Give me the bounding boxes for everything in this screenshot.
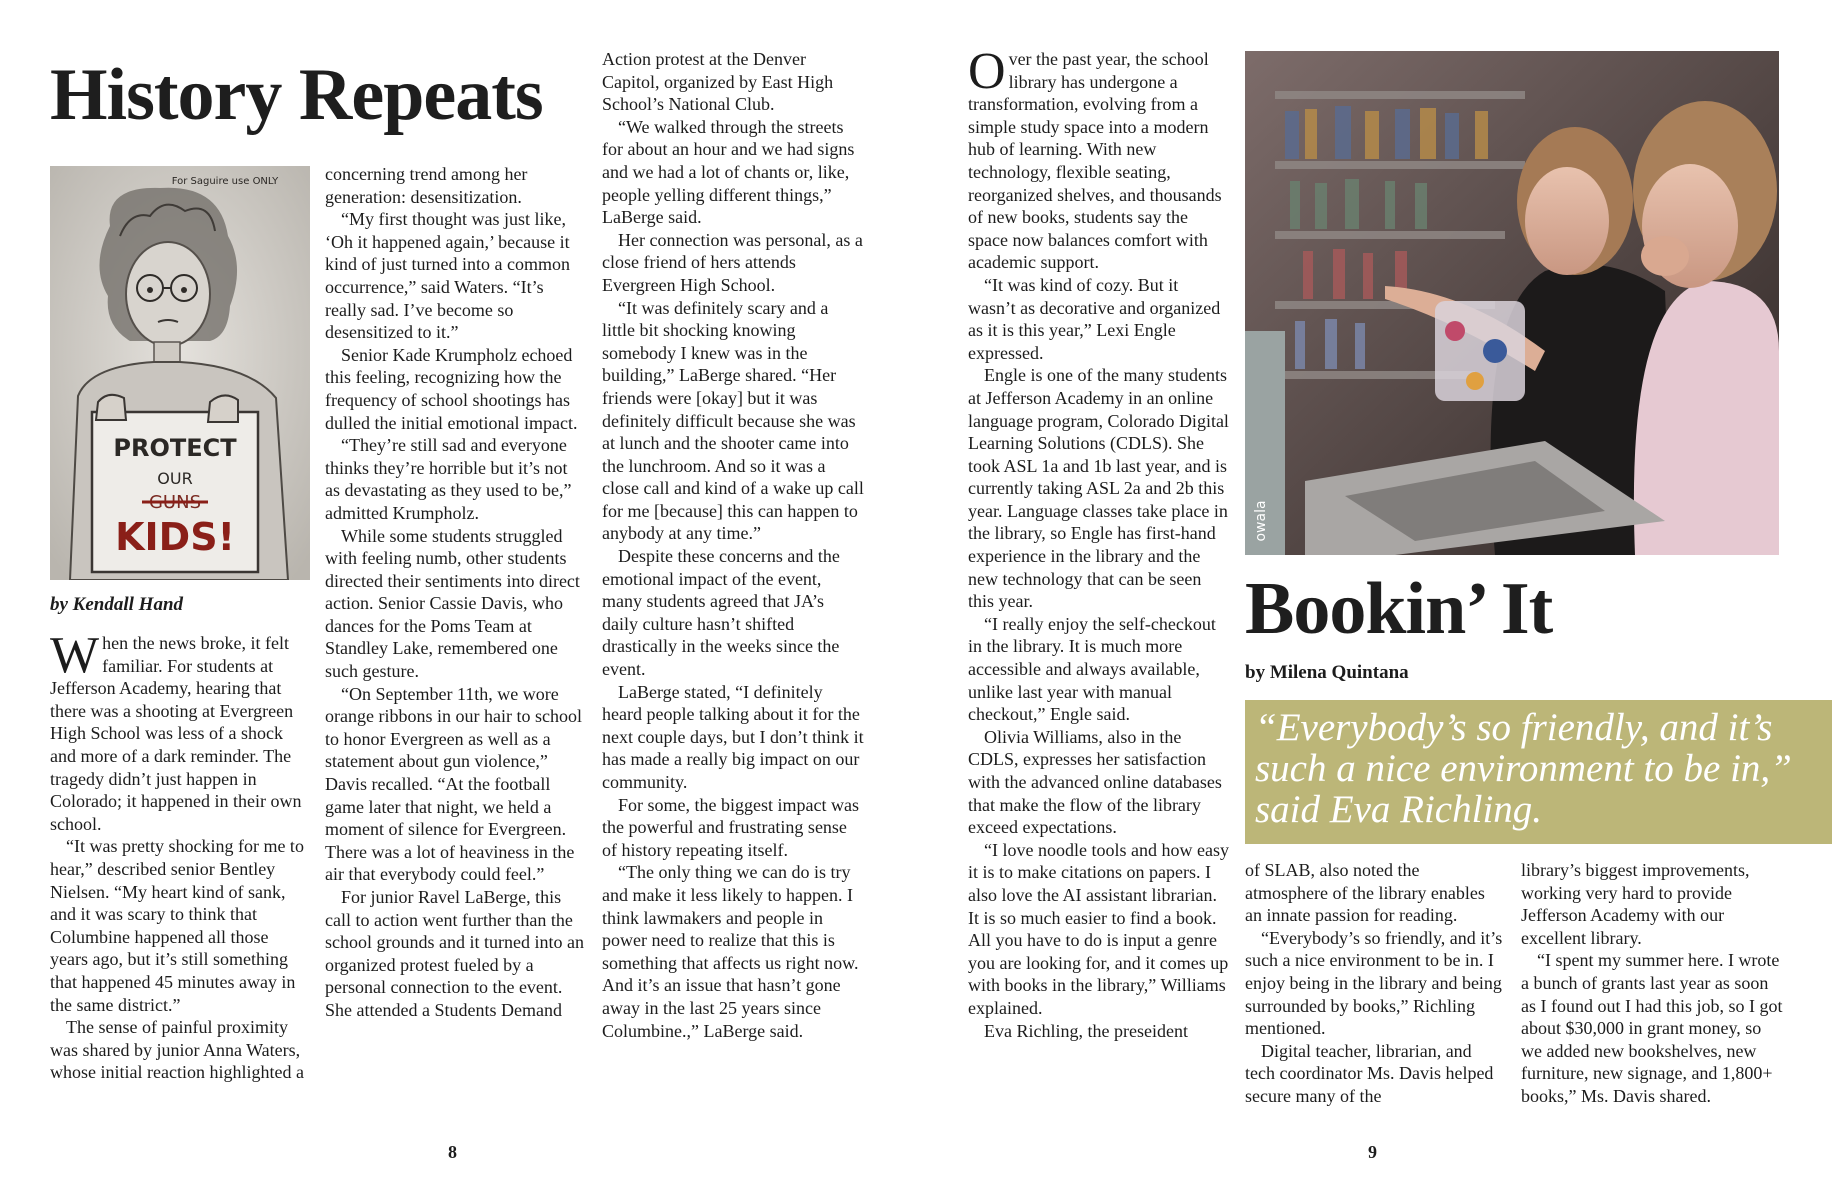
paragraph: “It was pretty shocking for me to hear,” described senior Bentley Nielsen. “My heart kind of sank, and it was scary to think that Columbine happened all those years ago, but it’s still something that happened 45 minutes away in the same district.”: [50, 836, 304, 1015]
paragraph: While some students struggled with feeling numb, other students directed their sentiments into direct action. Senior Cassie Davis, who dances for the Poms Team at Standley Lake, remembered one such gesture.: [325, 525, 580, 682]
article-byline: by Milena Quintana: [1245, 662, 1409, 683]
pull-quote: “Everybody’s so friendly, and it’s such a nice environment to be in,” said Eva Richling.: [1245, 700, 1832, 844]
paragraph: Engle is one of the many students at Jefferson Academy in an online language program, Colorado Digital Learning Solutions (CDLS). She took ASL 1a and 1b last year, and is currently taking ASL 2a and 2b this year. Language classes take place in the library, so Engle has first-hand experience in the library and the new technology that can be seen this year.: [968, 365, 1229, 612]
paragraph: “Everybody’s so friendly, and it’s such a nice environment to be in. I enjoy being in the library and being surrounded by books,” Richling mentioned.: [1245, 927, 1503, 1039]
protest-illustration: [50, 166, 310, 580]
paragraph: Action protest at the Denver Capitol, organized by East High School’s National Club.: [602, 49, 834, 115]
paragraph: hen the news broke, it felt familiar. For students at Jefferson Academy, hearing that there was a shooting at Evergreen High School was less of a shock and more of a dark reminder. The tragedy didn’t just happen in Colorado; it happened in their own school.: [50, 633, 302, 834]
paragraph: “We walked through the streets for about an hour and we had signs and we had a lot of chants or, like, people yelling different things,” LaBerge said.: [602, 116, 855, 228]
paragraph: The sense of painful proximity was shared by junior Anna Waters, whose initial reaction highlighted a: [50, 1017, 304, 1083]
article-column-2: [325, 163, 585, 1022]
paragraph: Olivia Williams, also in the CDLS, expresses her satisfaction with the advanced online databases that make the flow of the library exceed expectations.: [968, 726, 1222, 838]
paragraph: “On September 11th, we wore orange ribbons in our hair to school to honor Evergreen as well as a statement about gun violence,” Davis recalled. “At the football game later that night, we held a moment of silence for Evergreen. There was a lot of heaviness in the air that everybody could feel.”: [325, 683, 582, 885]
paragraph: library’s biggest improvements, working very hard to provide Jefferson Academy with our excellent library.: [1521, 860, 1750, 948]
bottle-brand: owala: [1253, 500, 1269, 542]
article-column-3: [1521, 859, 1783, 1108]
paragraph: “My first thought was just like, ‘Oh it happened again,’ because it kind of just turned into a common occurrence,” said Waters. “It’s really sad. I’ve become so desensitized to it.”: [325, 209, 570, 343]
paragraph: LaBerge stated, “I definitely heard people talking about it for the next couple days, but I don’t think it has made a really big impact on our community.: [602, 681, 864, 792]
paragraph: Senior Kade Krumpholz echoed this feeling, recognizing how the frequency of school shootings has dulled the initial emotional impact.: [325, 344, 578, 433]
sign-text-kids: KIDS!: [115, 515, 235, 559]
paragraph: “I really enjoy the self-checkout in the library. It is much more accessible and always available, unlike last year with manual checkout,” Engle said.: [968, 613, 1216, 725]
paragraph: ver the past year, the school library has undergone a transformation, evolving from a simple study space into a modern hub of learning. With new technology, flexible seating, reorganized shelves, and thousands of new books, students say the space now balances comfort with academic support.: [968, 49, 1222, 273]
right-page: [916, 0, 1832, 1183]
paragraph: Digital teacher, librarian, and tech coordinator Ms. Davis helped secure many of the: [1245, 1040, 1494, 1106]
paragraph: Despite these concerns and the emotional impact of the event, many students agreed that JA’s daily culture hasn’t shifted drastically in the weeks since the event.: [602, 546, 840, 680]
paragraph: For junior Ravel LaBerge, this call to action went further than the school grounds and it turned into an organized protest fueled by a personal connection to the event. She attended a Students Demand: [325, 887, 584, 1020]
paragraph: Eva Richling, the preseident: [984, 1020, 1188, 1041]
article-title: History Repeats: [50, 54, 543, 136]
paragraph: For some, the biggest impact was the powerful and frustrating sense of history repeating itself.: [602, 794, 859, 860]
illustration-signature: For Saguire use ONLY: [171, 176, 279, 187]
drop-cap: W: [50, 627, 100, 684]
page-number: 9: [1368, 1142, 1377, 1162]
photo-scene: [1245, 51, 1779, 555]
paragraph: “The only thing we can do is try and make it less likely to happen. I think lawmakers and people in power need to realize that this is something that affects us right now. And it’s an issue that hasn’t gone away in the last 25 years since Columbine.,” LaBerge said.: [602, 862, 859, 1041]
paragraph: “I spent my summer here. I wrote a bunch of grants last year as soon as I found out I had this job, so I got about $30,000 in grant money, so we added new bookshelves, new furniture, new signage, and 1,800+ books,” Ms. Davis shared.: [1521, 950, 1783, 1106]
article-column-2: [1245, 859, 1505, 1108]
illustration-drawing: [50, 166, 310, 580]
library-photo: [1245, 51, 1779, 555]
article-byline: by Kendall Hand: [50, 594, 184, 615]
article-column-3: [602, 48, 864, 1042]
sign-text-guns: GUNS: [148, 492, 202, 513]
sign-text-protect: PROTECT: [113, 434, 237, 462]
paragraph: “It was kind of cozy. But it wasn’t as decorative and organized as it is this year,” Lexi Engle expressed.: [968, 274, 1221, 363]
paragraph: “They’re still sad and everyone thinks they’re horrible but it’s not as devastating as they used to be,” admitted Krumpholz.: [325, 435, 572, 523]
article-column-1: [50, 627, 306, 1084]
article-column-1: [968, 43, 1230, 1042]
article-title: Bookin’ It: [1245, 568, 1553, 650]
paragraph: “I love noodle tools and how easy it is to make citations on papers. I also love the AI assistant librarian. It is so much easier to find a book. All you have to do is input a genre you are looking for, and it comes up with books in the library,” Williams explained.: [968, 839, 1229, 1018]
paragraph: Her connection was personal, as a close friend of hers attends Evergreen High School.: [602, 229, 863, 295]
page-number: 8: [448, 1142, 457, 1162]
paragraph: concerning trend among her generation: desensitization.: [325, 164, 528, 207]
drop-cap: O: [968, 43, 1006, 100]
sign-text-our: OUR: [157, 469, 193, 488]
paragraph: of SLAB, also noted the atmosphere of the library enables an innate passion for reading.: [1245, 860, 1485, 926]
paragraph: “It was definitely scary and a little bit shocking knowing somebody I knew was in the building,” LaBerge shared. “Her friends were [okay] but it was definitely difficult because she was at lunch and the shooter came into the lunchroom. And so it was a close call and kind of a wake up call for me [because] this can happen to anybody at any time.”: [602, 297, 864, 544]
